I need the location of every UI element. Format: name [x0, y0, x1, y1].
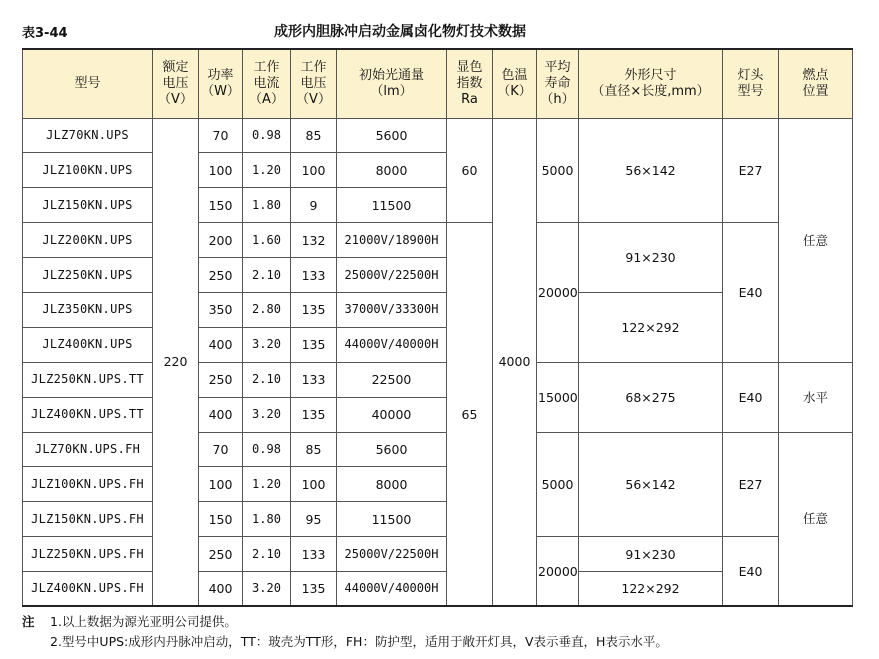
- flux-cell: 25000V/22500H: [337, 537, 447, 572]
- current-cell: 1.80: [243, 502, 291, 537]
- dimensions-cell: 91×230: [579, 223, 723, 293]
- flux-cell: 11500: [337, 188, 447, 223]
- current-cell: 2.10: [243, 258, 291, 293]
- model-cell: JLZ250KN.UPS: [23, 258, 153, 293]
- current-cell: 2.80: [243, 292, 291, 327]
- voltage-cell: 100: [291, 153, 337, 188]
- power-cell: 200: [199, 223, 243, 258]
- color-temp-cell: 4000: [493, 118, 537, 606]
- header-model: 型号: [23, 49, 153, 118]
- flux-cell: 44000V/40000H: [337, 327, 447, 362]
- model-cell: JLZ150KN.UPS: [23, 188, 153, 223]
- life-cell: 15000: [537, 362, 579, 432]
- model-cell: JLZ350KN.UPS: [23, 292, 153, 327]
- power-cell: 150: [199, 502, 243, 537]
- power-cell: 100: [199, 153, 243, 188]
- current-cell: 3.20: [243, 572, 291, 607]
- spec-table: [22, 48, 853, 607]
- current-cell: 1.20: [243, 467, 291, 502]
- model-cell: JLZ400KN.UPS.FH: [23, 572, 153, 607]
- voltage-cell: 133: [291, 258, 337, 293]
- flux-cell: 11500: [337, 502, 447, 537]
- voltage-cell: 133: [291, 362, 337, 397]
- current-cell: 1.80: [243, 188, 291, 223]
- header-current: 工作 电流 （A）: [243, 49, 291, 118]
- flux-cell: 8000: [337, 467, 447, 502]
- note-line-2: 2.型号中UPS:成形内丹脉冲启动，TT：玻壳为TT形，FH：防护型，适用于敞开灯具，V表示垂直，H表示水平。: [50, 634, 668, 649]
- position-cell: 任意: [779, 432, 853, 606]
- voltage-cell: 85: [291, 118, 337, 153]
- flux-cell: 44000V/40000H: [337, 572, 447, 607]
- table-row: [23, 223, 853, 258]
- flux-cell: 40000: [337, 397, 447, 432]
- table-title: 成形内胆脉冲启动金属卤化物灯技术数据: [274, 24, 526, 40]
- model-cell: JLZ400KN.UPS.TT: [23, 397, 153, 432]
- header-rated-voltage: 额定 电压 （V）: [153, 49, 199, 118]
- base-cell: E40: [723, 223, 779, 363]
- power-cell: 250: [199, 258, 243, 293]
- current-cell: 2.10: [243, 362, 291, 397]
- voltage-cell: 132: [291, 223, 337, 258]
- current-cell: 3.20: [243, 397, 291, 432]
- power-cell: 400: [199, 397, 243, 432]
- model-cell: JLZ200KN.UPS: [23, 223, 153, 258]
- voltage-cell: 85: [291, 432, 337, 467]
- table-number: 表3-44: [22, 26, 68, 41]
- header-ra: 显色 指数 Ra: [447, 49, 493, 118]
- model-cell: JLZ150KN.UPS.FH: [23, 502, 153, 537]
- life-cell: 20000: [537, 537, 579, 607]
- table-row: [23, 118, 853, 153]
- voltage-cell: 100: [291, 467, 337, 502]
- flux-cell: 21000V/18900H: [337, 223, 447, 258]
- power-cell: 400: [199, 327, 243, 362]
- dimensions-cell: 68×275: [579, 362, 723, 432]
- voltage-cell: 135: [291, 397, 337, 432]
- model-cell: JLZ250KN.UPS.TT: [23, 362, 153, 397]
- note-text-1: 1.以上数据为源光亚明公司提供。: [50, 614, 237, 629]
- base-cell: E40: [723, 537, 779, 607]
- base-cell: E27: [723, 432, 779, 537]
- power-cell: 100: [199, 467, 243, 502]
- model-cell: JLZ100KN.UPS.FH: [23, 467, 153, 502]
- model-cell: JLZ100KN.UPS: [23, 153, 153, 188]
- flux-cell: 8000: [337, 153, 447, 188]
- power-cell: 250: [199, 537, 243, 572]
- power-cell: 70: [199, 432, 243, 467]
- life-cell: 5000: [537, 432, 579, 537]
- current-cell: 2.10: [243, 537, 291, 572]
- base-cell: E40: [723, 362, 779, 432]
- flux-cell: 5600: [337, 118, 447, 153]
- power-cell: 250: [199, 362, 243, 397]
- header-flux: 初始光通量 （lm）: [337, 49, 447, 118]
- header-base: 灯头 型号: [723, 49, 779, 118]
- power-cell: 150: [199, 188, 243, 223]
- header-power: 功率 （W）: [199, 49, 243, 118]
- model-cell: JLZ70KN.UPS: [23, 118, 153, 153]
- voltage-cell: 135: [291, 327, 337, 362]
- power-cell: 70: [199, 118, 243, 153]
- table-row: [23, 537, 853, 572]
- dimensions-cell: 56×142: [579, 432, 723, 537]
- header-position: 燃点 位置: [779, 49, 853, 118]
- dimensions-cell: 122×292: [579, 292, 723, 362]
- table-notes: [22, 612, 668, 652]
- current-cell: 1.20: [243, 153, 291, 188]
- current-cell: 3.20: [243, 327, 291, 362]
- ra-cell: 65: [447, 223, 493, 607]
- power-cell: 400: [199, 572, 243, 607]
- note-lead: 注: [22, 614, 35, 629]
- life-cell: 20000: [537, 223, 579, 363]
- flux-cell: 25000V/22500H: [337, 258, 447, 293]
- voltage-cell: 95: [291, 502, 337, 537]
- header-row: [23, 49, 853, 118]
- dimensions-cell: 56×142: [579, 118, 723, 223]
- ra-cell: 60: [447, 118, 493, 223]
- position-cell: 水平: [779, 362, 853, 432]
- voltage-cell: 133: [291, 537, 337, 572]
- voltage-cell: 9: [291, 188, 337, 223]
- header-color-temp: 色温 （K）: [493, 49, 537, 118]
- table-row: [23, 362, 853, 397]
- flux-cell: 22500: [337, 362, 447, 397]
- voltage-cell: 135: [291, 292, 337, 327]
- flux-cell: 37000V/33300H: [337, 292, 447, 327]
- header-life: 平均 寿命 （h）: [537, 49, 579, 118]
- dimensions-cell: 122×292: [579, 572, 723, 607]
- model-cell: JLZ250KN.UPS.FH: [23, 537, 153, 572]
- base-cell: E27: [723, 118, 779, 223]
- current-cell: 0.98: [243, 432, 291, 467]
- rated-voltage-cell: 220: [153, 118, 199, 606]
- flux-cell: 5600: [337, 432, 447, 467]
- position-cell: 任意: [779, 118, 853, 362]
- power-cell: 350: [199, 292, 243, 327]
- model-cell: JLZ70KN.UPS.FH: [23, 432, 153, 467]
- header-voltage: 工作 电压 （V）: [291, 49, 337, 118]
- header-dimensions: 外形尺寸 （直径×长度,mm）: [579, 49, 723, 118]
- note-line-1: [22, 612, 668, 632]
- life-cell: 5000: [537, 118, 579, 223]
- dimensions-cell: 91×230: [579, 537, 723, 572]
- voltage-cell: 135: [291, 572, 337, 607]
- current-cell: 0.98: [243, 118, 291, 153]
- current-cell: 1.60: [243, 223, 291, 258]
- model-cell: JLZ400KN.UPS: [23, 327, 153, 362]
- table-row: [23, 432, 853, 467]
